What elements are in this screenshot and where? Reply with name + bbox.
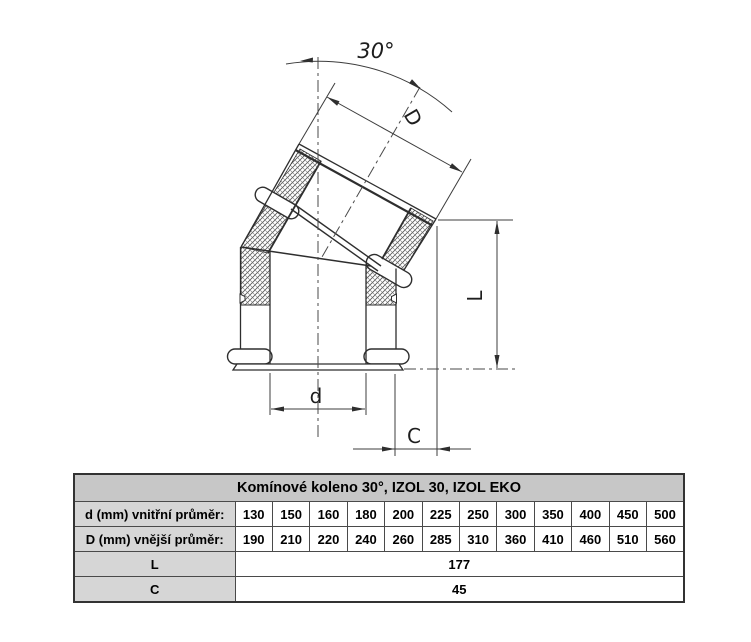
diameter-value-cell: 220 [310,527,347,552]
row-label-c: C [74,577,235,603]
diameter-value-cell: 300 [497,502,534,527]
spec-table-wrap [73,473,685,603]
diameter-value-cell: 260 [385,527,422,552]
table-row [74,577,684,603]
diameter-value-cell: 150 [272,502,309,527]
row-label-outer-diameter: D (mm) vnější průměr: [74,527,235,552]
row-label-l: L [74,552,235,577]
row-label-inner-diameter: d (mm) vnitřní průměr: [74,502,235,527]
diameter-value-cell: 210 [272,527,309,552]
table-title: Komínové koleno 30°, IZOL 30, IZOL EKO [74,474,684,502]
diameter-value-cell: 560 [646,527,684,552]
diameter-value-cell: 250 [459,502,496,527]
angle-label: 30° [357,39,395,63]
table-row [74,552,684,577]
diameter-value-cell: 285 [422,527,459,552]
diameter-value-cell: 350 [534,502,571,527]
diameter-value-cell: 190 [235,527,272,552]
diameter-value-cell: 450 [609,502,646,527]
diameter-value-cell: 160 [310,502,347,527]
diameter-value-cell: 130 [235,502,272,527]
table-row [74,502,684,527]
table-row [74,527,684,552]
diameter-value-cell: 500 [646,502,684,527]
diameter-value-cell: 400 [572,502,609,527]
bottom-bead-right [364,349,409,364]
merged-value-cell: 45 [235,577,684,603]
dimension-spec-table [73,473,685,603]
diameter-value-cell: 510 [609,527,646,552]
diameter-value-cell: 460 [572,527,609,552]
diameter-value-cell: 240 [347,527,384,552]
angle-arc [286,61,452,112]
length-label: L [463,290,487,302]
diameter-value-cell: 360 [497,527,534,552]
diameter-value-cell: 410 [534,527,571,552]
diameter-value-cell: 310 [459,527,496,552]
diameter-value-cell: 200 [385,502,422,527]
inner-diameter-label: d [309,384,323,408]
bottom-bead-left [228,349,273,364]
offset-label: C [407,424,421,448]
diameter-value-cell: 180 [347,502,384,527]
diameter-value-cell: 225 [422,502,459,527]
outer-diameter-label: D [398,104,428,131]
merged-value-cell: 177 [235,552,684,577]
